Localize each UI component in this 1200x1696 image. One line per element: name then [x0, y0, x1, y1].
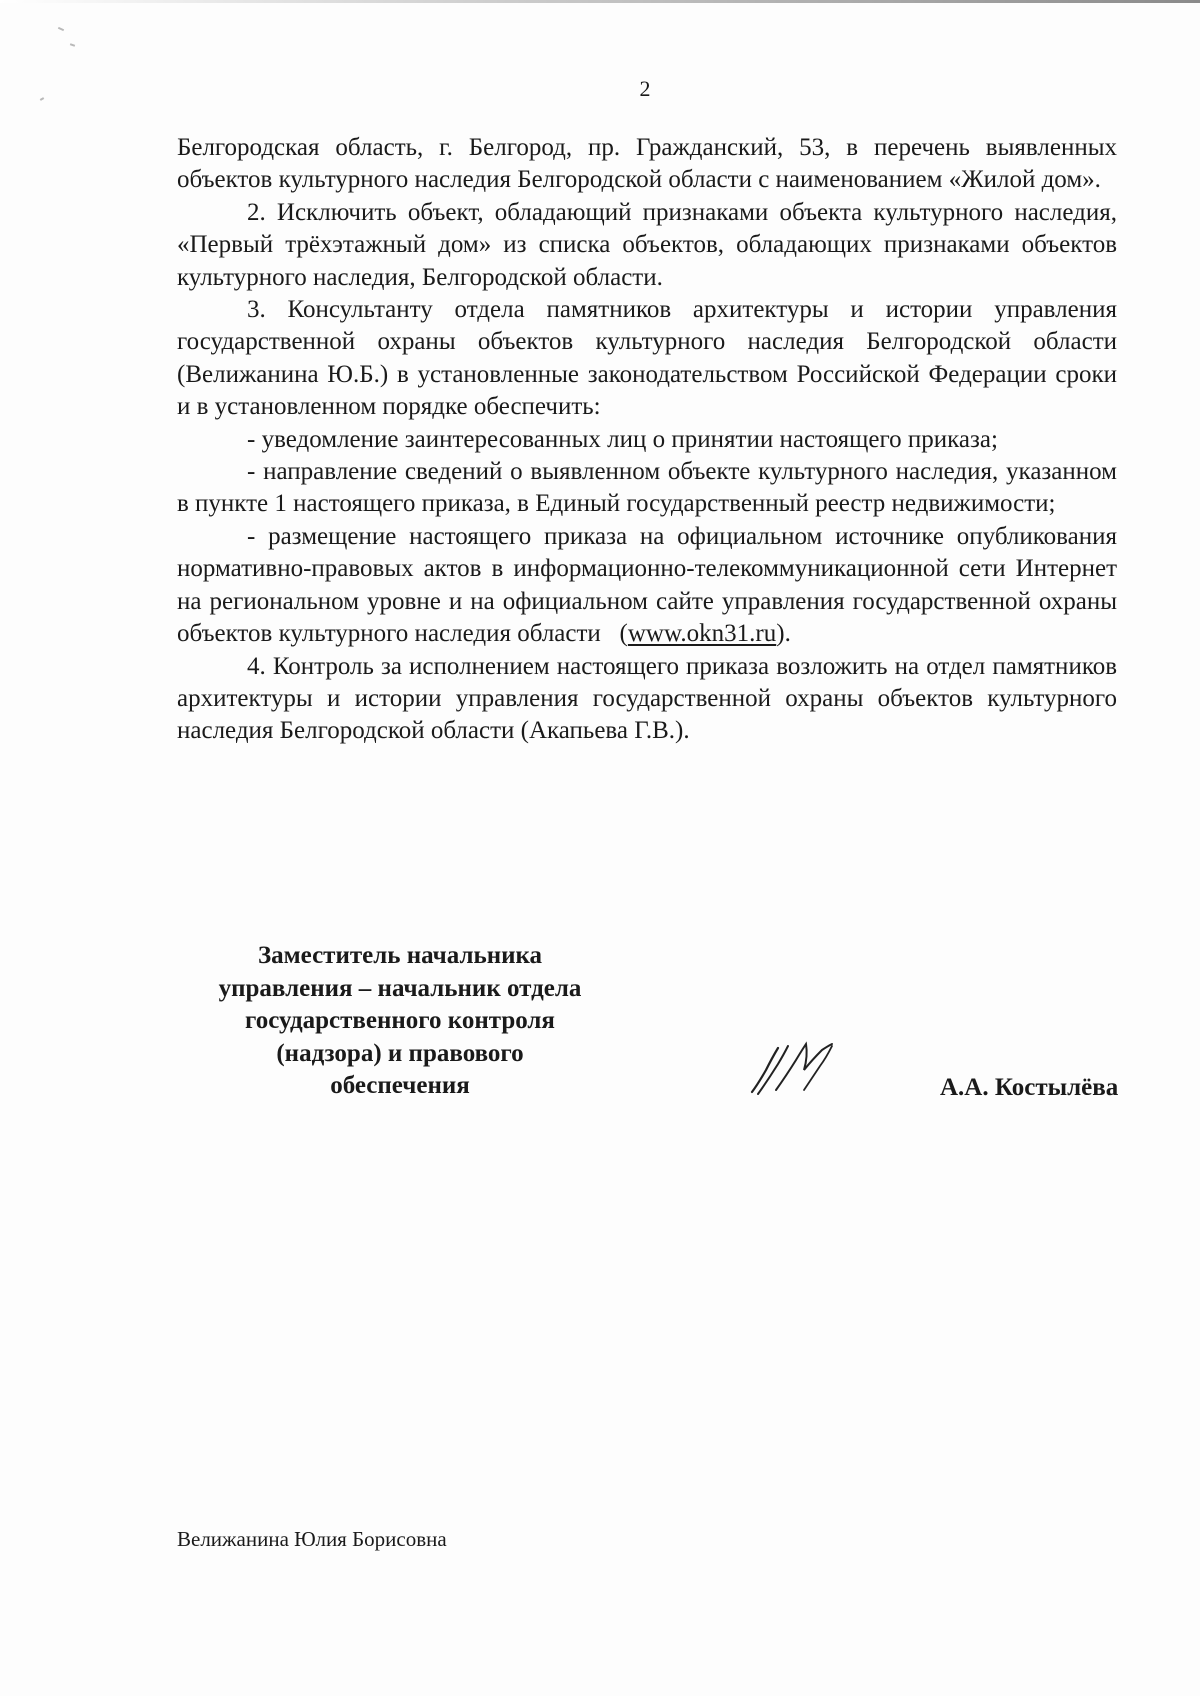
paragraph-2: 2. Исключить объект, обладающий признаками объекта культурного наследия, «Первый трёхэтажный дом» из списка объектов, обладающих признаками объектов культурного наследия, Белгородской области. [177, 198, 1117, 291]
executor-name: Велижанина Юлия Борисовна [177, 1527, 447, 1551]
position-line: (надзора) и правового [276, 1039, 524, 1067]
paragraph-3: 3. Консультанту отдела памятников архитектуры и истории управления государственной охраны объектов культурного наследия Белгородской области (Велижанина Ю.Б.) в установленные законодательством Российской Федерации сроки и в установленном порядке обеспечить: [177, 296, 1117, 421]
signatory-position [190, 940, 610, 1103]
website-link[interactable]: www.okn31.ru [627, 620, 777, 648]
paragraph-4: 4. Контроль за исполнением настоящего приказа возложить на отдел памятников архитектуры и истории управления государственной охраны объектов культурного наследия Белгородской области (Акапьева Г.В.). [177, 652, 1117, 745]
bullet-registry: - направление сведений о выявленном объекте культурного наследия, указанном в пункте 1 настоящего приказа, в Единый государственный реестр недвижимости; [177, 458, 1117, 518]
scan-speck [70, 43, 75, 47]
position-line: управления – начальник отдела [218, 974, 582, 1002]
scan-edge [0, 0, 1200, 3]
position-line: Заместитель начальника [257, 942, 543, 969]
bullet-notification: - уведомление заинтересованных лиц о принятии настоящего приказа; [247, 425, 998, 453]
paragraph-1-continuation: Белгородская область, г. Белгород, пр. Гражданский, 53, в перечень выявленных объектов культурного наследия Белгородской области с наименованием «Жилой дом». [177, 134, 1117, 194]
position-line: обеспечения [330, 1072, 470, 1099]
signatory-name: А.А. Костылёва [940, 1074, 1119, 1101]
scan-speck [58, 27, 64, 31]
document-body [177, 132, 1117, 748]
handwritten-signature-icon [748, 1040, 848, 1096]
bullet-publication: - размещение настоящего приказа на официальном источнике опубликования нормативно-правовых актов в информационно-телекоммуникационной сети Интернет на региональном уровне и на официальном сайте управления государственной охраны объектов культурного наследия области (www.okn31.ru). [177, 522, 1117, 648]
bullet-publication-text: - размещение настоящего приказа на официальном источнике опубликования нормативно-правовых актов в информационно-телекоммуникационной сети Интернет на региональном уровне и на официальном сайте управления государственной охраны объектов культурного наследия области [177, 522, 1117, 648]
position-line: государственного контроля [245, 1007, 555, 1034]
page-number: 2 [639, 76, 651, 101]
